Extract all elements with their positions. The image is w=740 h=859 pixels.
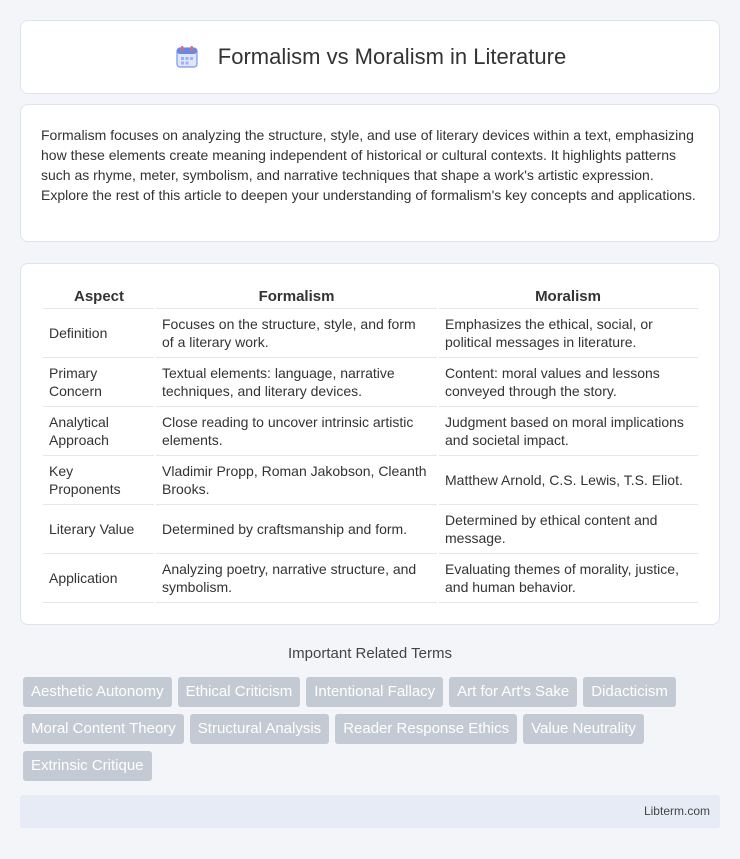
table-row <box>43 553 698 602</box>
aspect-cell: Key Proponents <box>43 455 155 504</box>
formalism-cell: Focuses on the structure, style, and form of a literary work. <box>155 308 438 357</box>
header-aspect: Aspect <box>43 286 155 308</box>
related-term-tag[interactable]: Didacticism <box>583 677 676 707</box>
formalism-cell: Determined by craftsmanship and form. <box>155 504 438 553</box>
related-term-tag[interactable]: Structural Analysis <box>190 714 329 744</box>
comparison-card <box>20 263 720 625</box>
moralism-cell: Content: moral values and lessons conveyed through the story. <box>438 357 698 406</box>
header-moralism: Moralism <box>438 286 698 308</box>
table-header-row <box>43 286 698 308</box>
footer <box>20 795 720 828</box>
page-title: Formalism vs Moralism in Literature <box>217 44 567 69</box>
related-term-tag[interactable]: Value Neutrality <box>523 714 644 744</box>
related-term-tag[interactable]: Ethical Criticism <box>178 677 301 707</box>
aspect-cell: Literary Value <box>43 504 155 553</box>
formalism-cell: Vladimir Propp, Roman Jakobson, Cleanth Brooks. <box>155 455 438 504</box>
related-term-tag[interactable]: Art for Art's Sake <box>449 677 577 707</box>
related-terms-list <box>23 677 723 781</box>
aspect-cell: Application <box>43 553 155 602</box>
intro-card <box>20 104 720 242</box>
related-term-tag[interactable]: Extrinsic Critique <box>23 751 152 781</box>
moralism-cell: Matthew Arnold, C.S. Lewis, T.S. Eliot. <box>438 455 698 504</box>
formalism-cell: Close reading to uncover intrinsic artistic elements. <box>155 406 438 455</box>
formalism-cell: Textual elements: language, narrative techniques, and literary devices. <box>155 357 438 406</box>
table-row <box>43 504 698 553</box>
table-row <box>43 308 698 357</box>
intro-text: Formalism focuses on analyzing the structure, style, and use of literary devices within a text, emphasizing how these elements create meaning independent of historical or cultural contexts. It highlights patterns such as rhyme, meter, symbolism, and narrative techniques that shape a work's artistic expression. Explore the rest of this article to deepen your understanding of formalism's key concepts and applications. <box>41 127 696 203</box>
aspect-cell: Analytical Approach <box>43 406 155 455</box>
moralism-cell: Determined by ethical content and message. <box>438 504 698 553</box>
related-term-tag[interactable]: Aesthetic Autonomy <box>23 677 172 707</box>
footer-site-link[interactable]: Libterm.com <box>643 804 710 818</box>
related-terms-title: Important Related Terms <box>288 645 452 662</box>
related-term-tag[interactable]: Reader Response Ethics <box>335 714 517 744</box>
table-row <box>43 455 698 504</box>
aspect-cell: Primary Concern <box>43 357 155 406</box>
table-row <box>43 357 698 406</box>
aspect-cell: Definition <box>43 308 155 357</box>
table-row <box>43 406 698 455</box>
comparison-table <box>43 286 698 603</box>
moralism-cell: Emphasizes the ethical, social, or political messages in literature. <box>438 308 698 357</box>
related-term-tag[interactable]: Intentional Fallacy <box>306 677 443 707</box>
moralism-cell: Evaluating themes of morality, justice, and human behavior. <box>438 553 698 602</box>
moralism-cell: Judgment based on moral implications and societal impact. <box>438 406 698 455</box>
related-term-tag[interactable]: Moral Content Theory <box>23 714 184 744</box>
header-card <box>20 20 720 94</box>
header-formalism: Formalism <box>155 286 438 308</box>
formalism-cell: Analyzing poetry, narrative structure, and symbolism. <box>155 553 438 602</box>
calendar-icon <box>174 44 200 70</box>
